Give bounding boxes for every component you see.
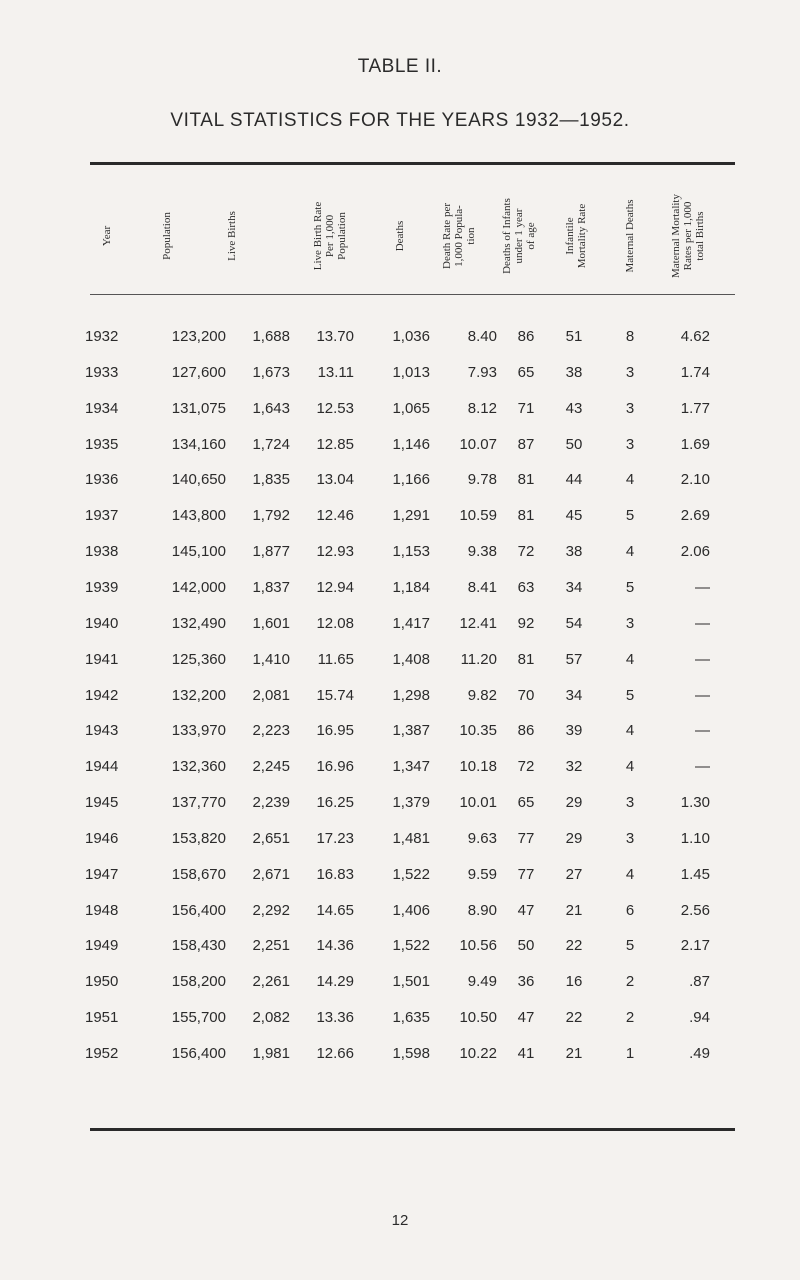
cell-live-births: 2,082 bbox=[252, 1009, 290, 1027]
cell-live-birth-rate: 12.08 bbox=[316, 614, 354, 632]
cell-deaths: 1,501 bbox=[392, 973, 430, 991]
cell-infant-deaths: 92 bbox=[517, 614, 535, 632]
cell-maternal-deaths: 5 bbox=[625, 578, 635, 596]
cell-year: 1942 bbox=[85, 686, 119, 704]
table-row bbox=[0, 400, 800, 424]
header-live-birth-rate: Live Birth Rate Per 1,000 Population bbox=[312, 201, 348, 271]
cell-infant-deaths: 72 bbox=[517, 758, 535, 776]
cell-maternal-mortality-rate: 2.69 bbox=[680, 507, 710, 525]
cell-maternal-mortality-rate: — bbox=[695, 686, 710, 704]
cell-infantile-mortality-rate: 43 bbox=[565, 399, 583, 417]
cell-deaths: 1,036 bbox=[392, 328, 430, 345]
cell-deaths: 1,481 bbox=[392, 829, 430, 847]
cell-maternal-mortality-rate: 1.69 bbox=[680, 435, 710, 453]
cell-infant-deaths: 86 bbox=[517, 722, 535, 740]
cell-year: 1946 bbox=[85, 829, 119, 847]
cell-death-rate: 8.40 bbox=[467, 328, 497, 345]
table-row bbox=[0, 328, 800, 352]
cell-population: 127,600 bbox=[171, 363, 226, 381]
cell-live-birth-rate: 15.74 bbox=[316, 686, 354, 704]
cell-maternal-deaths: 4 bbox=[625, 471, 635, 489]
cell-year: 1944 bbox=[85, 758, 119, 776]
table-row bbox=[0, 579, 800, 603]
header-rule bbox=[90, 294, 735, 295]
cell-live-birth-rate: 16.25 bbox=[316, 794, 354, 812]
cell-live-births: 1,601 bbox=[252, 614, 290, 632]
cell-live-birth-rate: 16.96 bbox=[316, 758, 354, 776]
cell-deaths: 1,387 bbox=[392, 722, 430, 740]
table-row bbox=[0, 364, 800, 388]
cell-infantile-mortality-rate: 32 bbox=[565, 758, 583, 776]
cell-infant-deaths: 65 bbox=[517, 794, 535, 812]
table-row bbox=[0, 758, 800, 782]
cell-live-births: 1,792 bbox=[252, 507, 290, 525]
cell-live-birth-rate: 14.36 bbox=[316, 937, 354, 955]
header-population: Population bbox=[161, 212, 173, 260]
cell-live-birth-rate: 13.36 bbox=[316, 1009, 354, 1027]
cell-maternal-deaths: 4 bbox=[625, 543, 635, 561]
cell-infant-deaths: 36 bbox=[517, 973, 535, 991]
cell-maternal-mortality-rate: — bbox=[695, 650, 710, 668]
cell-maternal-mortality-rate: 1.10 bbox=[680, 829, 710, 847]
cell-infantile-mortality-rate: 39 bbox=[565, 722, 583, 740]
cell-infant-deaths: 81 bbox=[517, 507, 535, 525]
cell-live-birth-rate: 14.65 bbox=[316, 901, 354, 919]
cell-year: 1952 bbox=[85, 1045, 119, 1062]
cell-year: 1939 bbox=[85, 578, 119, 596]
cell-death-rate: 9.49 bbox=[467, 973, 497, 991]
cell-maternal-mortality-rate: 2.10 bbox=[680, 471, 710, 489]
cell-year: 1932 bbox=[85, 328, 119, 345]
cell-deaths: 1,013 bbox=[392, 363, 430, 381]
cell-infant-deaths: 81 bbox=[517, 471, 535, 489]
cell-live-birth-rate: 12.66 bbox=[316, 1045, 354, 1062]
cell-population: 123,200 bbox=[171, 328, 226, 345]
cell-infantile-mortality-rate: 21 bbox=[565, 1045, 583, 1062]
cell-live-births: 2,651 bbox=[252, 829, 290, 847]
cell-infant-deaths: 72 bbox=[517, 543, 535, 561]
table-row bbox=[0, 651, 800, 675]
table-row bbox=[0, 615, 800, 639]
cell-live-birth-rate: 12.85 bbox=[316, 435, 354, 453]
cell-live-births: 2,239 bbox=[252, 794, 290, 812]
cell-death-rate: 10.56 bbox=[459, 937, 497, 955]
cell-year: 1935 bbox=[85, 435, 119, 453]
header-maternal-deaths: Maternal Deaths bbox=[624, 199, 636, 273]
cell-live-births: 1,837 bbox=[252, 578, 290, 596]
cell-maternal-deaths: 1 bbox=[625, 1045, 635, 1062]
cell-death-rate: 7.93 bbox=[467, 363, 497, 381]
cell-maternal-mortality-rate: 1.74 bbox=[680, 363, 710, 381]
cell-maternal-mortality-rate: 2.17 bbox=[680, 937, 710, 955]
cell-population: 131,075 bbox=[171, 399, 226, 417]
table-row bbox=[0, 830, 800, 854]
cell-maternal-deaths: 5 bbox=[625, 507, 635, 525]
cell-death-rate: 9.59 bbox=[467, 865, 497, 883]
cell-year: 1951 bbox=[85, 1009, 119, 1027]
cell-maternal-deaths: 3 bbox=[625, 829, 635, 847]
cell-maternal-mortality-rate: — bbox=[695, 758, 710, 776]
cell-deaths: 1,417 bbox=[392, 614, 430, 632]
table-row bbox=[0, 1045, 800, 1069]
cell-population: 140,650 bbox=[171, 471, 226, 489]
cell-year: 1949 bbox=[85, 937, 119, 955]
cell-live-births: 2,081 bbox=[252, 686, 290, 704]
cell-maternal-deaths: 3 bbox=[625, 363, 635, 381]
cell-live-birth-rate: 12.94 bbox=[316, 578, 354, 596]
cell-maternal-mortality-rate: 1.30 bbox=[680, 794, 710, 812]
cell-live-birth-rate: 14.29 bbox=[316, 973, 354, 991]
cell-infant-deaths: 70 bbox=[517, 686, 535, 704]
cell-population: 142,000 bbox=[171, 578, 226, 596]
cell-infant-deaths: 50 bbox=[517, 937, 535, 955]
cell-deaths: 1,153 bbox=[392, 543, 430, 561]
cell-maternal-deaths: 3 bbox=[625, 614, 635, 632]
cell-deaths: 1,598 bbox=[392, 1045, 430, 1062]
cell-infant-deaths: 65 bbox=[517, 363, 535, 381]
cell-population: 155,700 bbox=[171, 1009, 226, 1027]
table-row bbox=[0, 687, 800, 711]
table-subtitle: VITAL STATISTICS FOR THE YEARS 1932—1952. bbox=[170, 110, 630, 131]
cell-death-rate: 9.63 bbox=[467, 829, 497, 847]
cell-deaths: 1,065 bbox=[392, 399, 430, 417]
cell-death-rate: 9.78 bbox=[467, 471, 497, 489]
cell-maternal-mortality-rate: 2.06 bbox=[680, 543, 710, 561]
cell-infantile-mortality-rate: 22 bbox=[565, 1009, 583, 1027]
cell-live-birth-rate: 12.53 bbox=[316, 399, 354, 417]
cell-live-births: 2,245 bbox=[252, 758, 290, 776]
cell-live-births: 2,223 bbox=[252, 722, 290, 740]
cell-deaths: 1,522 bbox=[392, 865, 430, 883]
cell-maternal-deaths: 6 bbox=[625, 901, 635, 919]
cell-death-rate: 9.38 bbox=[467, 543, 497, 561]
cell-death-rate: 11.20 bbox=[460, 650, 497, 668]
cell-maternal-mortality-rate: 4.62 bbox=[680, 328, 710, 345]
cell-population: 125,360 bbox=[171, 650, 226, 668]
cell-deaths: 1,379 bbox=[392, 794, 430, 812]
cell-maternal-mortality-rate: — bbox=[695, 578, 710, 596]
cell-infantile-mortality-rate: 44 bbox=[565, 471, 583, 489]
cell-death-rate: 8.12 bbox=[467, 399, 497, 417]
cell-maternal-deaths: 3 bbox=[625, 435, 635, 453]
cell-live-births: 2,261 bbox=[252, 973, 290, 991]
cell-infantile-mortality-rate: 34 bbox=[565, 578, 583, 596]
cell-maternal-deaths: 4 bbox=[625, 758, 635, 776]
cell-population: 143,800 bbox=[171, 507, 226, 525]
cell-deaths: 1,184 bbox=[392, 578, 430, 596]
header-live-births: Live Births bbox=[226, 211, 238, 261]
cell-infantile-mortality-rate: 38 bbox=[565, 363, 583, 381]
cell-maternal-deaths: 5 bbox=[625, 937, 635, 955]
cell-maternal-deaths: 5 bbox=[625, 686, 635, 704]
cell-live-birth-rate: 11.65 bbox=[317, 650, 354, 668]
header-death-rate: Death Rate per 1,000 Popula- tion bbox=[441, 203, 477, 269]
cell-deaths: 1,298 bbox=[392, 686, 430, 704]
table-row bbox=[0, 722, 800, 746]
cell-year: 1941 bbox=[85, 650, 119, 668]
cell-live-birth-rate: 16.83 bbox=[316, 865, 354, 883]
cell-population: 133,970 bbox=[171, 722, 226, 740]
header-deaths: Deaths bbox=[394, 220, 406, 252]
cell-infantile-mortality-rate: 29 bbox=[565, 829, 583, 847]
cell-deaths: 1,347 bbox=[392, 758, 430, 776]
cell-population: 132,360 bbox=[171, 758, 226, 776]
cell-year: 1938 bbox=[85, 543, 119, 561]
cell-maternal-deaths: 3 bbox=[625, 794, 635, 812]
cell-maternal-mortality-rate: 2.56 bbox=[680, 901, 710, 919]
cell-maternal-deaths: 3 bbox=[625, 399, 635, 417]
cell-deaths: 1,522 bbox=[392, 937, 430, 955]
cell-deaths: 1,635 bbox=[392, 1009, 430, 1027]
cell-year: 1940 bbox=[85, 614, 119, 632]
cell-maternal-mortality-rate: — bbox=[695, 722, 710, 740]
cell-population: 156,400 bbox=[171, 1045, 226, 1062]
cell-infant-deaths: 87 bbox=[517, 435, 535, 453]
cell-live-births: 1,643 bbox=[252, 399, 290, 417]
cell-maternal-deaths: 4 bbox=[625, 650, 635, 668]
cell-maternal-deaths: 2 bbox=[625, 1009, 635, 1027]
cell-infantile-mortality-rate: 38 bbox=[565, 543, 583, 561]
cell-live-birth-rate: 12.46 bbox=[316, 507, 354, 525]
cell-population: 137,770 bbox=[171, 794, 226, 812]
cell-maternal-mortality-rate: 1.77 bbox=[680, 399, 710, 417]
cell-maternal-mortality-rate: — bbox=[695, 614, 710, 632]
cell-maternal-mortality-rate: 1.45 bbox=[680, 865, 710, 883]
cell-live-birth-rate: 13.70 bbox=[316, 328, 354, 345]
cell-infantile-mortality-rate: 51 bbox=[565, 328, 583, 345]
cell-live-birth-rate: 13.11 bbox=[317, 363, 354, 381]
cell-live-birth-rate: 17.23 bbox=[316, 829, 354, 847]
cell-live-births: 1,688 bbox=[252, 328, 290, 345]
page-number: 12 bbox=[391, 1212, 409, 1229]
cell-population: 153,820 bbox=[171, 829, 226, 847]
cell-infantile-mortality-rate: 27 bbox=[565, 865, 583, 883]
cell-infantile-mortality-rate: 34 bbox=[565, 686, 583, 704]
cell-infantile-mortality-rate: 21 bbox=[565, 901, 583, 919]
bottom-rule bbox=[90, 1128, 735, 1131]
cell-population: 132,490 bbox=[171, 614, 226, 632]
cell-death-rate: 8.41 bbox=[467, 578, 497, 596]
cell-population: 145,100 bbox=[171, 543, 226, 561]
cell-year: 1937 bbox=[85, 507, 119, 525]
cell-year: 1945 bbox=[85, 794, 119, 812]
cell-infantile-mortality-rate: 22 bbox=[565, 937, 583, 955]
cell-maternal-mortality-rate: .87 bbox=[689, 973, 710, 991]
cell-death-rate: 10.50 bbox=[459, 1009, 497, 1027]
cell-death-rate: 10.07 bbox=[459, 435, 497, 453]
cell-deaths: 1,166 bbox=[392, 471, 430, 489]
cell-maternal-deaths: 4 bbox=[625, 722, 635, 740]
cell-infant-deaths: 47 bbox=[517, 901, 535, 919]
cell-maternal-mortality-rate: .94 bbox=[689, 1009, 710, 1027]
cell-death-rate: 12.41 bbox=[459, 614, 497, 632]
table-row bbox=[0, 902, 800, 926]
cell-live-births: 2,671 bbox=[252, 865, 290, 883]
cell-maternal-deaths: 2 bbox=[625, 973, 635, 991]
cell-infant-deaths: 41 bbox=[517, 1045, 535, 1062]
cell-infant-deaths: 47 bbox=[517, 1009, 535, 1027]
table-row bbox=[0, 1009, 800, 1033]
table-row bbox=[0, 866, 800, 890]
cell-infant-deaths: 81 bbox=[517, 650, 535, 668]
header-infantile-mortality-rate: Infantile Mortality Rate bbox=[564, 203, 588, 269]
cell-infantile-mortality-rate: 54 bbox=[565, 614, 583, 632]
cell-live-births: 1,410 bbox=[252, 650, 290, 668]
table-row bbox=[0, 471, 800, 495]
cell-live-births: 1,835 bbox=[252, 471, 290, 489]
cell-deaths: 1,408 bbox=[392, 650, 430, 668]
cell-death-rate: 8.90 bbox=[467, 901, 497, 919]
cell-population: 158,430 bbox=[171, 937, 226, 955]
cell-year: 1947 bbox=[85, 865, 119, 883]
cell-infant-deaths: 77 bbox=[517, 829, 535, 847]
cell-live-births: 1,724 bbox=[252, 435, 290, 453]
cell-death-rate: 10.01 bbox=[459, 794, 497, 812]
cell-infant-deaths: 71 bbox=[517, 399, 535, 417]
cell-live-birth-rate: 13.04 bbox=[316, 471, 354, 489]
cell-infantile-mortality-rate: 45 bbox=[565, 507, 583, 525]
table-title: TABLE II. bbox=[357, 56, 443, 77]
cell-live-births: 1,877 bbox=[252, 543, 290, 561]
cell-deaths: 1,146 bbox=[392, 435, 430, 453]
cell-live-birth-rate: 12.93 bbox=[316, 543, 354, 561]
cell-death-rate: 9.82 bbox=[467, 686, 497, 704]
cell-infant-deaths: 77 bbox=[517, 865, 535, 883]
table-row bbox=[0, 507, 800, 531]
cell-infant-deaths: 63 bbox=[517, 578, 535, 596]
cell-population: 132,200 bbox=[171, 686, 226, 704]
cell-death-rate: 10.59 bbox=[459, 507, 497, 525]
cell-infantile-mortality-rate: 50 bbox=[565, 435, 583, 453]
cell-infant-deaths: 86 bbox=[517, 328, 535, 345]
cell-death-rate: 10.22 bbox=[459, 1045, 497, 1062]
cell-maternal-deaths: 4 bbox=[625, 865, 635, 883]
table-row bbox=[0, 973, 800, 997]
cell-maternal-deaths: 8 bbox=[625, 328, 635, 345]
cell-deaths: 1,406 bbox=[392, 901, 430, 919]
top-rule bbox=[90, 162, 735, 165]
cell-population: 134,160 bbox=[171, 435, 226, 453]
cell-year: 1933 bbox=[85, 363, 119, 381]
cell-deaths: 1,291 bbox=[392, 507, 430, 525]
cell-year: 1943 bbox=[85, 722, 119, 740]
header-infant-deaths: Deaths of Infants under 1 year of age bbox=[501, 198, 537, 274]
cell-live-births: 2,292 bbox=[252, 901, 290, 919]
cell-year: 1950 bbox=[85, 973, 119, 991]
cell-live-births: 1,673 bbox=[252, 363, 290, 381]
cell-maternal-mortality-rate: .49 bbox=[689, 1045, 710, 1062]
cell-year: 1934 bbox=[85, 399, 119, 417]
header-maternal-mortality-rate: Maternal Mortality Rates per 1,000 total Births bbox=[670, 194, 706, 279]
cell-live-births: 1,981 bbox=[252, 1045, 290, 1062]
header-year: Year bbox=[101, 225, 113, 247]
cell-infantile-mortality-rate: 16 bbox=[565, 973, 583, 991]
table-row bbox=[0, 794, 800, 818]
cell-population: 156,400 bbox=[171, 901, 226, 919]
cell-infantile-mortality-rate: 29 bbox=[565, 794, 583, 812]
cell-year: 1948 bbox=[85, 901, 119, 919]
cell-death-rate: 10.18 bbox=[459, 758, 497, 776]
table-row bbox=[0, 937, 800, 961]
cell-population: 158,200 bbox=[171, 973, 226, 991]
cell-death-rate: 10.35 bbox=[459, 722, 497, 740]
table-row bbox=[0, 543, 800, 567]
cell-population: 158,670 bbox=[171, 865, 226, 883]
cell-live-birth-rate: 16.95 bbox=[316, 722, 354, 740]
cell-infantile-mortality-rate: 57 bbox=[565, 650, 583, 668]
cell-live-births: 2,251 bbox=[252, 937, 290, 955]
cell-year: 1936 bbox=[85, 471, 119, 489]
table-row bbox=[0, 436, 800, 460]
